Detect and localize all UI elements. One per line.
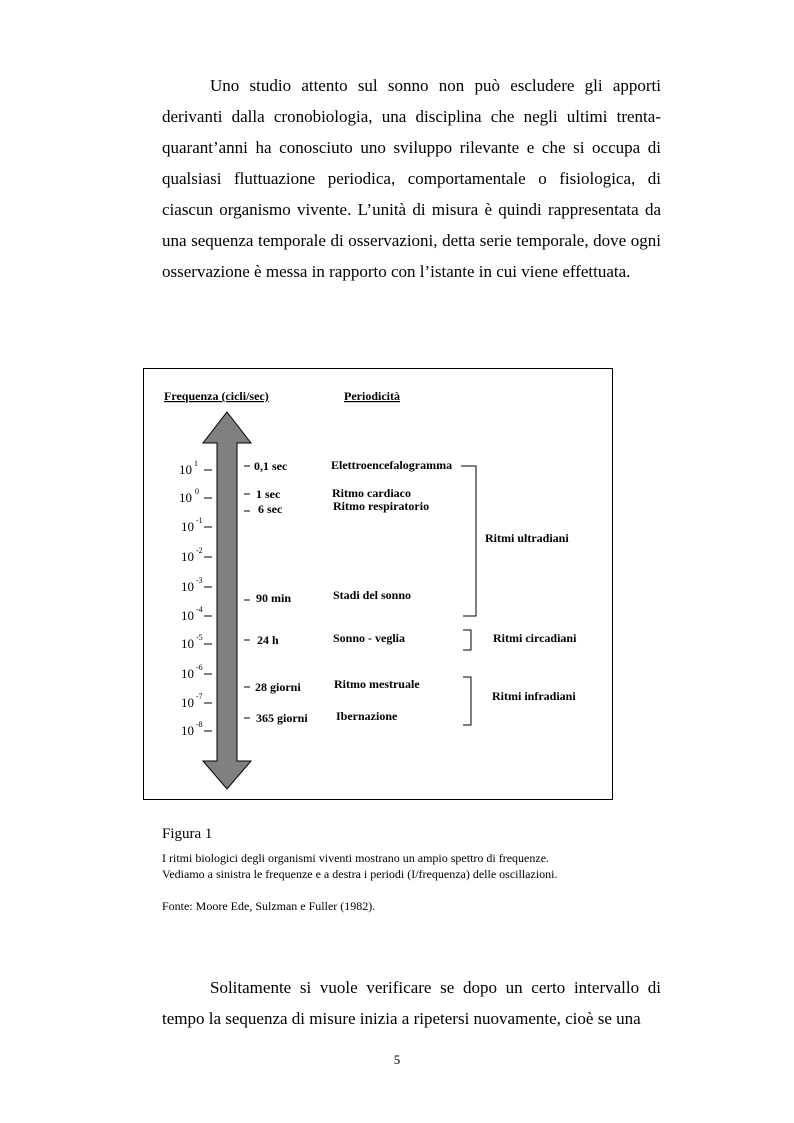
figure-source: Fonte: Moore Ede, Sulzman e Fuller (1982). [162,899,376,913]
intro-paragraph [162,70,661,287]
freq-label: 10 [181,723,194,738]
freq-exponent: -6 [196,663,203,672]
group-brackets [463,466,476,725]
chronobiology-figure [144,369,614,801]
freq-exponent: 1 [194,459,198,468]
period-label: 6 sec [258,502,283,516]
period-label: 28 giorni [255,680,301,694]
figure-caption-line1: I ritmi biologici degli organismi viventi mostrano un ampio spettro di frequenze. [162,851,550,865]
infradian-bracket [463,677,471,725]
phenomenon-label: Elettroencefalogramma [331,458,453,472]
frequency-header: Frequenza (cicli/sec) [164,389,269,403]
freq-exponent: -7 [196,692,203,701]
freq-exponent: -3 [196,576,203,585]
figure-caption-line2: Vediamo a sinistra le frequenze e a destra i periodi (I/frequenza) delle oscillazioni. [162,867,558,881]
group-label-infradian: Ritmi infradiani [492,689,576,703]
period-label: 1 sec [256,487,281,501]
phenomenon-label: Ritmo cardiaco [332,486,411,500]
period-label: 24 h [257,633,279,647]
freq-label: 10 [181,549,194,564]
phenomenon-label: Sonno - veglia [333,631,406,645]
freq-exponent: -4 [196,605,203,614]
freq-exponent: -2 [196,546,203,555]
period-labels [244,459,308,725]
figure-caption-title: Figura 1 [162,826,213,842]
freq-label: 10 [179,462,192,477]
circadian-bracket [463,630,471,650]
frequency-arrow [203,412,251,789]
freq-exponent: -1 [196,516,203,525]
phenomenon-label: Ritmo mestruale [334,677,420,691]
ultradian-bracket [463,466,476,616]
frequency-labels [179,459,212,738]
phenomenon-label: Ritmo respiratorio [333,499,430,513]
phenomenon-label: Ibernazione [336,709,398,723]
freq-label: 10 [181,579,194,594]
page-number: 5 [393,1052,401,1067]
period-label: 0,1 sec [254,459,288,473]
phenomenon-label: Stadi del sonno [333,588,412,602]
freq-label: 10 [181,666,194,681]
freq-exponent: -8 [196,720,203,729]
intro-paragraph-text: Uno studio attento sul sonno non può escludere gli apporti derivanti dalla cronobiologia, una disciplina che negli ultimi trenta-quarant’anni ha conosciuto uno sviluppo rilevante e che si occupa di qualsiasi fluttuazione periodica, comportamentale o fisiologica, di ciascun organismo vivente. L’unità di misura è quindi rappresentata da una sequenza temporale di osservazioni, detta serie temporale, dove ogni osservazione è messa in rapporto con l’istante in cui viene effettuata. [162,76,661,281]
period-label: 90 min [256,591,292,605]
group-label-circadian: Ritmi circadiani [493,631,577,645]
second-paragraph [162,972,661,1034]
freq-exponent: -5 [196,633,203,642]
periodicity-header: Periodicità [344,389,400,403]
freq-exponent: 0 [195,487,199,496]
phenomena-labels [331,458,476,723]
period-label: 365 giorni [256,711,308,725]
second-paragraph-text: Solitamente si vuole verificare se dopo un certo intervallo di tempo la sequenza di misure inizia a ripetersi nuovamente, cioè se una [162,978,661,1028]
freq-label: 10 [181,519,194,534]
freq-label: 10 [181,608,194,623]
freq-label: 10 [181,636,194,651]
figure-frame [143,368,613,800]
freq-label: 10 [179,490,192,505]
group-label-ultradian: Ritmi ultradiani [485,531,569,545]
freq-label: 10 [181,695,194,710]
